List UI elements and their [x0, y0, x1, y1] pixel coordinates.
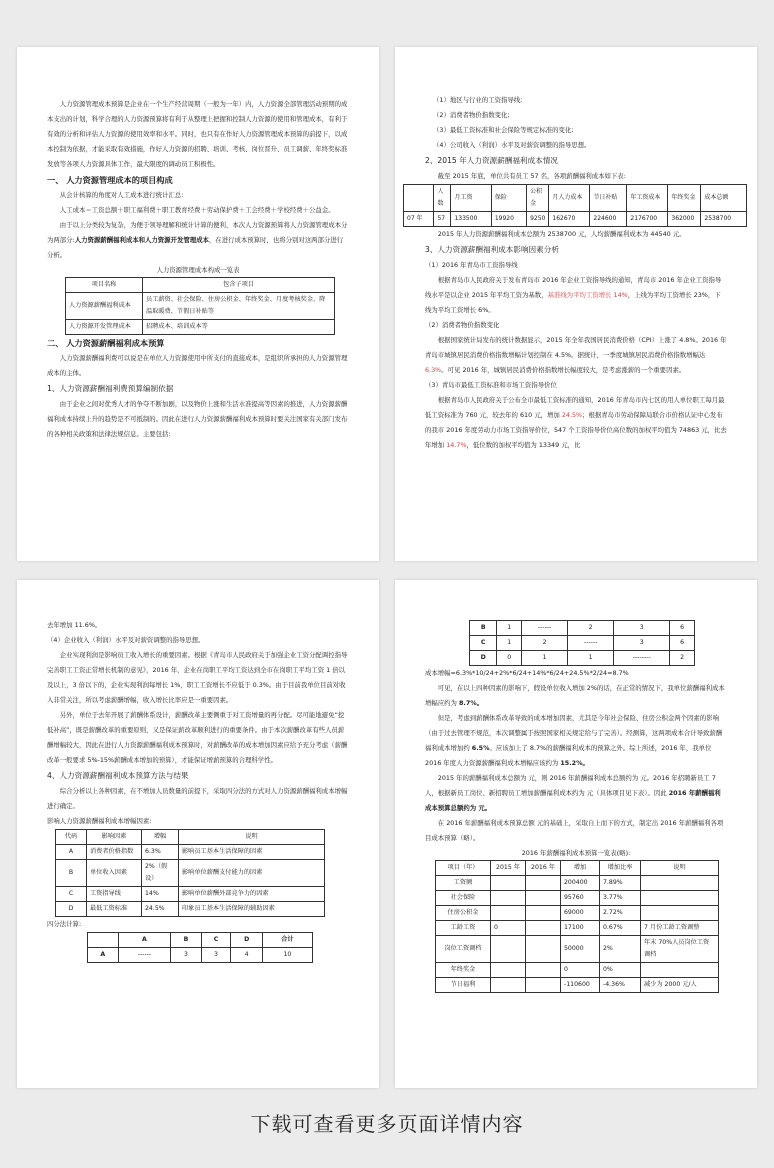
- paragraph: [425, 711, 727, 771]
- table-cell: 2: [522, 636, 568, 651]
- table-cell: 7 月份工龄工资调整: [641, 921, 719, 936]
- table-row: [66, 293, 335, 320]
- factor-heading: （3）青岛市最低工资标准和市场工资指导价位: [425, 381, 557, 389]
- table-header-row: [404, 185, 747, 212]
- total-line: 2015 年人力资源薪酬福利成本总额为 2538700 元，人均薪酬福利成本为 44540 元。: [437, 230, 686, 238]
- table-cell: -110600: [561, 978, 600, 993]
- document-page-1: [17, 47, 379, 561]
- table-row: [56, 860, 325, 887]
- table-row: [436, 891, 719, 906]
- table-cell: 0: [497, 651, 522, 666]
- table-caption: 影响人力资源薪酬福利成本增幅因素:: [47, 817, 152, 825]
- table-caption: 人力资源管理成本构成一览表: [156, 266, 240, 274]
- table-row: [56, 902, 325, 917]
- table-cell: 6.3%: [142, 845, 179, 860]
- table-cell: 0%: [600, 963, 641, 978]
- section-heading-1: 一、 人力资源管理成本的项目构成: [47, 175, 173, 185]
- table-header-cell: 成本总额: [701, 185, 747, 212]
- table-row: [56, 887, 325, 902]
- table-cell: 0: [561, 963, 600, 978]
- table-cell: 3: [614, 636, 670, 651]
- table-cell: -4.36%: [600, 978, 641, 993]
- table-cell: 员工薪资、社会保险、住房公积金、年终奖金、月度考核奖金、降温取暖费、节假日补贴等: [143, 293, 335, 320]
- text: 2015 年的薪酬福利成本总额为 元，则 2016 年薪酬福利成本总额约为 元。2016 年招聘新员工 7 人，根据新员工岗位、新招聘员工增加薪酬福利成本约为 元（具体项目见下表）。因此: [425, 774, 716, 797]
- table-cell: 岗位工资调档: [436, 936, 491, 963]
- table-header-cell: 合计: [262, 933, 312, 948]
- table-header-cell: 月人力成本: [549, 185, 590, 212]
- bold-text: 15.2%。: [560, 759, 589, 767]
- download-prompt[interactable]: 下载可查看更多页面详情内容: [250, 1112, 524, 1136]
- table-cell: B: [470, 621, 497, 636]
- table-header-cell: D: [231, 933, 262, 948]
- table-header-cell: 年工资成本: [627, 185, 668, 212]
- table-cell: [526, 876, 561, 891]
- table-cell: [491, 978, 526, 993]
- table-header-cell: 代码: [56, 830, 87, 845]
- table-cell: B: [56, 860, 87, 887]
- table-cell: ------: [522, 621, 568, 636]
- table-cell: 3: [614, 621, 670, 636]
- table-cell: A: [56, 845, 87, 860]
- table-cell: 社会保险: [436, 891, 491, 906]
- table-cell: 50000: [561, 936, 600, 963]
- cost-structure-table: [65, 277, 335, 335]
- table-header-cell: 项目（年）: [436, 861, 491, 876]
- table-header-cell: [404, 185, 434, 212]
- classify-text-c: ，在进行成本预算时，也将分别对这两部分进行分析。: [47, 236, 344, 259]
- table-cell: 工资指导线: [87, 887, 142, 902]
- table-cell: 200400: [561, 876, 600, 891]
- table-cell: 最低工资标准: [87, 902, 142, 917]
- text: 根据国家统计局发布的统计数据显示，2015 年全年我国居民消费价格（CPI）上涨了 4.8%。2016 年青岛市城镇居民消费价格指数增幅计划控制在 4.5%。据统计，一季度城镇居民消费价格指数增幅达: [425, 336, 727, 359]
- table-header-cell: 增加比率: [600, 861, 641, 876]
- table-cell: 2%（假设）: [142, 860, 179, 887]
- highlight-text: 24.5%: [561, 411, 583, 419]
- subsection-heading: 1、人力资源薪酬福利费预算编制依据: [47, 384, 174, 393]
- table-cell: 17100: [561, 921, 600, 936]
- table-cell: 住房公积金: [436, 906, 491, 921]
- document-page-4: [395, 580, 757, 1088]
- table-cell: 2: [670, 651, 695, 666]
- text: 根据青岛市人民政府关于公布全市最低工资标准的通知，2016 年青岛市内七区的用人单位职工每月最低工资标准为 760 元，较去年的 610 元，增加: [425, 396, 725, 419]
- paragraph: 人力资源薪酬福利费可以说是在单位人力资源使用中所支付的直接成本，是组织所承担的人力资源管理成本的主体。: [47, 354, 348, 377]
- table-cell: 69000: [561, 906, 600, 921]
- table-cell: [491, 936, 526, 963]
- paragraph: [425, 393, 727, 453]
- table-cell: 2176700: [627, 212, 668, 227]
- classify-text-a: 由于以上分类较为复杂，为便于领导理解和统计计算的便利，本次人力资源预算将人力资源管理成本分为两部分:: [47, 221, 348, 244]
- table-cell: 10: [262, 948, 312, 963]
- table-header-cell: 增加: [561, 861, 600, 876]
- table-cell: 人力资源薪酬福利成本: [66, 293, 143, 320]
- text: ，低位数的加权平均值为 13349 元，比: [466, 441, 581, 449]
- table-cell: 1: [497, 621, 522, 636]
- table-cell: 362000: [668, 212, 701, 227]
- table-header-cell: B: [171, 933, 201, 948]
- section-heading-2: 二、 人力资源薪酬福利成本预算: [47, 338, 165, 348]
- paragraph: [425, 681, 727, 711]
- table-cell: [526, 891, 561, 906]
- table-cell: [641, 891, 719, 906]
- text: ；根据青岛市劳动保障局联合市价格认证中心发布的我市 2016 年度劳动力市场工资指导价位，547 个工资指导价位高位数的加权平均值为 74863 元，比去年增加: [425, 411, 727, 449]
- table-cell: 0.67%: [600, 921, 641, 936]
- table-header-cell: 保险: [491, 185, 526, 212]
- table-header-cell: 增幅: [142, 830, 179, 845]
- table-cell: [641, 906, 719, 921]
- table-cell: 7.89%: [600, 876, 641, 891]
- table-cell: 95760: [561, 891, 600, 906]
- table-cell: 年终奖金: [436, 963, 491, 978]
- quadrant-table-continued: [469, 620, 695, 666]
- table-cell: 3: [171, 948, 201, 963]
- paragraph: 由于企业之间对优秀人才的争夺不断加剧，以及物价上涨和生活水准提高等因素的推进，人力资源薪酬福利成本持续上升的趋势是不可抵制的。因此在进行人力资源薪酬福利成本预算时要关注国家有关部门发布的各种相关政策和法律法规信息。主要包括:: [47, 400, 348, 438]
- table-cell: 影响单位薪酬外部竞争力的因素: [179, 887, 325, 902]
- table-cell: 2538700: [701, 212, 747, 227]
- table-header-cell: A: [118, 933, 171, 948]
- factor-heading: （1）2016 年青岛市工资指导线: [425, 261, 518, 269]
- stat-line: 从会计核算的角度对人工成本进行统计汇总:: [59, 191, 184, 199]
- text: 根据青岛市人民政府关于发布青岛市 2016 年企业工资指导线的通知，青岛市 2016 年企业工资指导线水平是以企业 2015 年平均工资为基数，: [425, 276, 722, 299]
- table-row: [436, 936, 719, 963]
- table-cell: 2%: [600, 936, 641, 963]
- table-header-row: [56, 830, 325, 845]
- subsection-heading: 2、2015 年人力资源薪酬福利成本情况: [425, 156, 558, 165]
- table-cell: ------: [568, 636, 614, 651]
- text: ，上线为平均工资增长 23%，下线为平均工资增长 6%。: [425, 291, 721, 314]
- table-cell: 年末 70%人员岗位工资调档: [641, 936, 719, 963]
- continuation-line: 去年增加 11.6%。: [47, 621, 102, 629]
- text: 。可见 2016 年，城镇居民消费价格指数增长幅度较大，是考虑涨薪的一个重要因素。: [441, 366, 686, 374]
- table-header-cell: 包含子项目: [143, 278, 335, 293]
- table-cell: [641, 963, 719, 978]
- table-cell: [526, 978, 561, 993]
- table-cell: 6: [670, 636, 695, 651]
- table-row: [436, 906, 719, 921]
- table-row: [56, 845, 325, 860]
- list-item: （2）消费者物价指数变化;: [433, 111, 510, 119]
- list-item: （4）公司收入（利润）水平及对薪资调整的指导思想。: [433, 141, 591, 149]
- table-header-row: [436, 861, 719, 876]
- bold-text: 8.7%。: [458, 699, 484, 707]
- table-cell: ------: [118, 948, 171, 963]
- table-row: [436, 978, 719, 993]
- highlight-text: 14.7%: [446, 441, 467, 449]
- classify-text-bold: 人力资源薪酬福利成本和人力资源开发管理成本: [74, 236, 209, 244]
- table-header-cell: 2015 年: [491, 861, 526, 876]
- table-cell: 招聘成本、培训成本等: [143, 320, 335, 335]
- factor-heading: （4）企业收入（利润）水平及对薪资调整的指导思想。: [47, 636, 205, 644]
- table-row: [470, 621, 695, 636]
- classify-paragraph: [47, 218, 349, 263]
- subsection-heading: 4、人力资源薪酬福利成本预算方法与结果: [47, 771, 189, 780]
- paragraph: [425, 771, 727, 816]
- quadrant-table: [87, 932, 313, 963]
- table-header-cell: 2016 年: [526, 861, 561, 876]
- paragraph: 综合分析以上各种因素，在不增加人员数量的前提下，采取四分法的方式对人力资源薪酬福利成本增幅进行确定。: [47, 787, 348, 810]
- table-cell: 3: [201, 948, 231, 963]
- factor-heading: （2）消费者物价指数变化: [425, 321, 500, 329]
- table-cell: 1: [522, 651, 568, 666]
- paragraph: [425, 273, 727, 318]
- table-cell: 1: [568, 651, 614, 666]
- list-item: （3）最低工资标准和社会保险等规定标准的变化;: [433, 126, 574, 134]
- table-cell: [641, 876, 719, 891]
- table-cell: 24.5%: [142, 902, 179, 917]
- highlight-text: 基准线为平均工资增长 14%: [547, 291, 628, 299]
- document-page-3: [17, 580, 379, 1088]
- table-header-cell: 月工资: [451, 185, 491, 212]
- table-header-row: [88, 933, 313, 948]
- factor-table: [55, 829, 325, 917]
- table-header-cell: 说明: [641, 861, 719, 876]
- table-cell: [491, 876, 526, 891]
- table-cell: 1: [497, 636, 522, 651]
- table-cell: 57: [434, 212, 451, 227]
- table-row: [66, 320, 335, 335]
- table-cell: 3.77%: [600, 891, 641, 906]
- table-row: [436, 921, 719, 936]
- paragraph: 另外，单位于去年开展了薪酬体系设计，薪酬改革主要侧重于对工资增量的再分配。尽可能地避免“挖低补高”，既是薪酬改革的重要原则，又是保证薪改革顺利进行的重要条件。由于本次薪酬改革有些人员薪酬增幅较大，因此在进行人力资源薪酬福利成本预算时，对薪酬改革的成本增加因素应给予充分考虑（薪酬改革一般要求 5%-15%薪酬成本增加的预算），才能保证增薪预算的合理科学性。: [47, 711, 348, 764]
- table-row: [88, 948, 313, 963]
- formula-line: 人工成本＝工资总额＋职工福利费＋职工教育经费＋劳动保护费＋工会经费＋学校经费＋公益金。: [59, 206, 335, 214]
- table-cell: 9250: [527, 212, 549, 227]
- quadrant-caption: 四分法计算:: [47, 920, 82, 928]
- table-caption: 2016 年薪酬福利成本预算一览表(略):: [521, 849, 631, 857]
- paragraph: 在 2016 年薪酬福利成本预算总额 元的基础上，采取自上而下的方式，制定出 2016 年薪酬福利各项目成本预算（略）。: [425, 819, 724, 842]
- table-cell: 0: [491, 921, 526, 936]
- table-header-cell: 项目名称: [66, 278, 143, 293]
- paragraph: 企业实现利润是影响员工收入增长的重要因素。根据《青岛市人民政府关于加强企业工资分配调控指导完善职工工资正常增长机制的意见》，2016 年，企业在岗职工平均工资达到全市在岗职工平均工资 1 倍以及以上，3 倍以下的，企业实现利润每增长 1%，职工工资增长不应低于 0.3%。由于目前我单位目前对收入非常关注，所以考虑薪酬增幅，收入增长比率应是一重要因素。: [47, 651, 348, 704]
- table-header-row: [66, 278, 335, 293]
- table-header-cell: 年终奖金: [668, 185, 701, 212]
- table-header-cell: C: [201, 933, 231, 948]
- table-row: [436, 876, 719, 891]
- table-header-cell: 影响因素: [87, 830, 142, 845]
- table-cell: 消费者价格指数: [87, 845, 142, 860]
- table-cell: --------: [614, 651, 670, 666]
- table-cell: 影响单位薪酬支付能力的因素: [179, 860, 325, 887]
- table-header-cell: 公积金: [527, 185, 549, 212]
- table-cell: [526, 906, 561, 921]
- table-cell: 6: [670, 621, 695, 636]
- table-cell: C: [56, 887, 87, 902]
- bold-text: 2016 年薪酬福利成本预算总额约为 元。: [425, 789, 721, 812]
- table-cell: 单位收入因素: [87, 860, 142, 887]
- table-cell: 工资额: [436, 876, 491, 891]
- intro-paragraph: 人力资源管理成本预算是企业在一个生产经营周期（一般为一年）内，人力资源全部管理活动预期的成本支出的计划，科学合理的人力资源预算将有利于从整理上把握和控制人力资源的使用和管理成本，有利于有效的分析和评估人力资源的使用效率和水平。同时，也只有在作好人力资源管理成本预算的前提下，以成本控制为依据，才能采取有效措施，作好人力资源的招聘、培训、考核、岗位晋升、员工调薪、年终奖标准发放等各项人力资源具体工作，最大限度的调动员工积极性。: [47, 100, 348, 168]
- table-header-cell: 人数: [434, 185, 451, 212]
- table-header-cell: [88, 933, 119, 948]
- cost-2015-table: [403, 184, 747, 227]
- table-cell: [526, 963, 561, 978]
- table-cell: 2.72%: [600, 906, 641, 921]
- table-cell: 14%: [142, 887, 179, 902]
- table-cell: D: [470, 651, 497, 666]
- text: 可见，在以上四种因素的影响下，假设单位收入增加 2%的话，在正常的情况下，我单位薪酬福利成本增幅应约为: [425, 684, 725, 707]
- table-row: [436, 963, 719, 978]
- table-cell: 减少为 2000 元/人: [641, 978, 719, 993]
- paragraph: [425, 333, 727, 378]
- subsection-heading: 3、人力资源薪酬福利成本影响因素分析: [425, 245, 559, 254]
- table-cell: 2: [568, 621, 614, 636]
- table-cell: 影响员工基本生活保障的因素: [179, 845, 325, 860]
- highlight-text: 6.3%: [425, 366, 442, 374]
- text: 。应该加上了 8.7%的薪酬福利成本的预算之外。综上所述，2016 年，我单位 2016 年度人力资源薪酬福利成本增幅应该约为: [425, 744, 712, 767]
- budget-2016-table: [435, 860, 719, 993]
- document-page-2: [395, 47, 757, 561]
- table-cell: 07 年: [404, 212, 434, 227]
- table-row: [404, 212, 747, 227]
- table-cell: 4: [231, 948, 262, 963]
- table-cell: [526, 921, 561, 936]
- table-header-cell: 说明: [179, 830, 325, 845]
- list-item: （1）地区与行业的工资指导线;: [433, 96, 523, 104]
- table-cell: [526, 936, 561, 963]
- table-cell: [491, 963, 526, 978]
- table-cell: 印象员工基本生活保障的辅助因素: [179, 902, 325, 917]
- table-cell: [491, 906, 526, 921]
- table-cell: 19920: [491, 212, 526, 227]
- table-cell: [491, 891, 526, 906]
- table-row: [470, 636, 695, 651]
- table-header-cell: 节日补贴: [590, 185, 627, 212]
- table-cell: 人力资源开发管理成本: [66, 320, 143, 335]
- table-cell: D: [56, 902, 87, 917]
- calculation-line: 成本增幅=6.3%*10/24+2%*6/24+14%*6/24+24.5%*2/24=8.7%: [425, 669, 629, 677]
- table-cell: 162670: [549, 212, 590, 227]
- table-cell: 224600: [590, 212, 627, 227]
- bold-text: 6.5%: [471, 744, 490, 752]
- table-cell: 133500: [451, 212, 491, 227]
- text: 但是，考虑到薪酬体系改革导致的成本增加因素，尤其是今年社会保险、住房公积金两个因素的影响（由于过去管理不规范，本次调整属于按照国家相关规定给与了完善）。经测算，这两项成本合计导致薪酬福利成本增加约: [425, 714, 723, 752]
- table-cell: A: [88, 948, 119, 963]
- table-row: [470, 651, 695, 666]
- table-cell: 工龄工资: [436, 921, 491, 936]
- table-cell: 节日福利: [436, 978, 491, 993]
- paragraph: 截至 2015 年底，单位共有员工 57 名，各项薪酬福利成本如下表:: [437, 172, 626, 180]
- table-cell: C: [470, 636, 497, 651]
